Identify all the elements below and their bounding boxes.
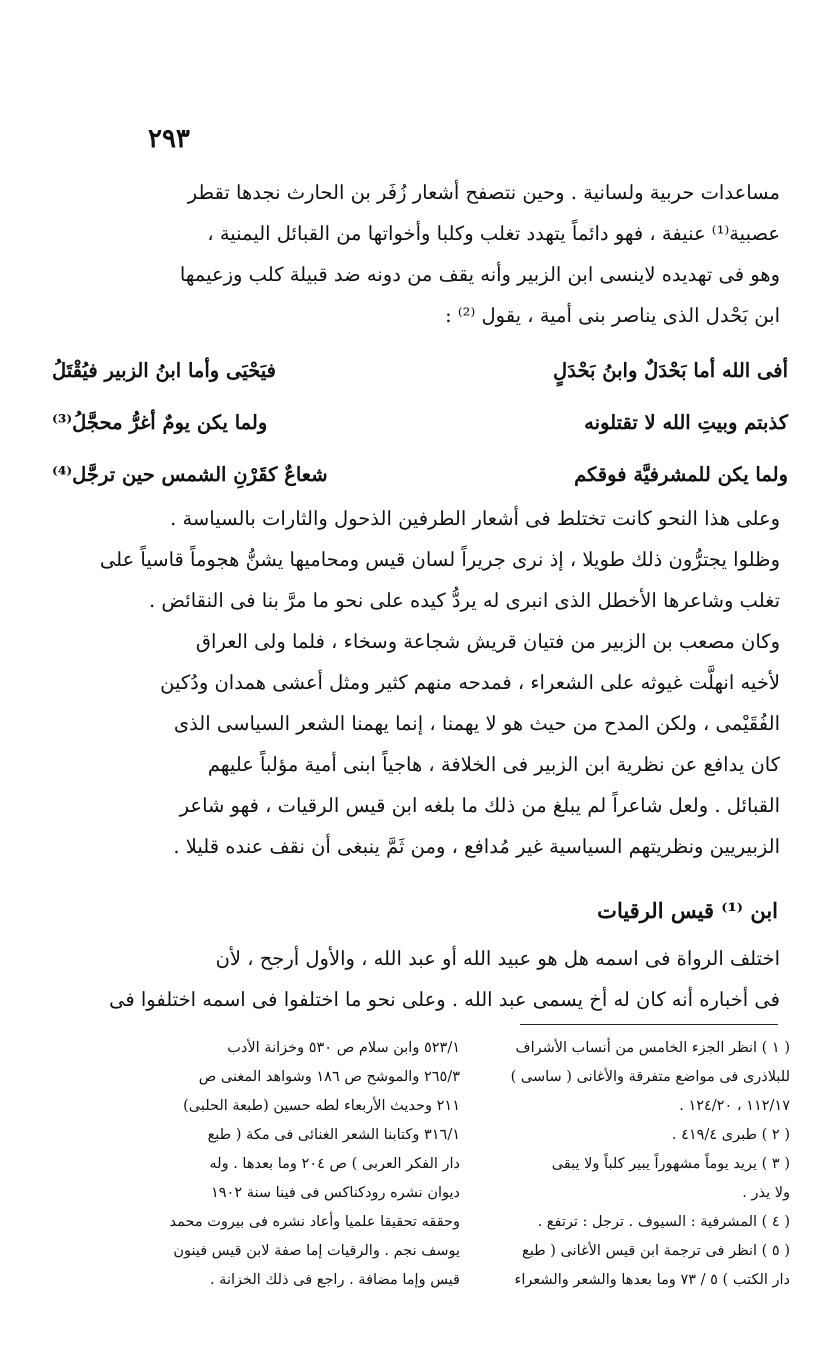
text-line: وهو فى تهديده لاينسى ابن الزبير وأنه يقف من دونه ضد قبيلة كلب وزعيمها [179, 263, 780, 286]
footnote-line: ٣١٦/١ وكتابنا الشعر الغنائى فى مكة ( طبع [207, 1127, 460, 1143]
verse-first-hemistich: كذبتم وبيتِ الله لا تقتلونه [584, 410, 788, 434]
text-line: عصبية⁽¹⁾ عنيفة ، فهو دائماً يتهدد تغلب وكلبا وأخواتها من القبائل اليمنية ، [207, 222, 780, 245]
text-line: فى أخباره أنه كان له أخ يسمى عبد الله . وعلى نحو ما اختلفوا فى اسمه اختلفوا فى [109, 988, 780, 1011]
section-heading: ابن ⁽¹⁾ قيس الرقيات [597, 898, 778, 923]
text-line: كان يدافع عن نظرية ابن الزبير فى الخلافة ، هاجياً ابنى أمية مؤلباً عليهم [207, 753, 780, 776]
text-line: الزبيريين ونظريتهم السياسية غير مُدافع ، ومن ثَمَّ ينبغى أن نقف عنده قليلا . [173, 835, 780, 858]
footnote-line: ( ٥ ) انظر فى ترجمة ابن قيس الأغانى ( طبع [522, 1243, 790, 1259]
footnote-line: ( ٣ ) يريد يوماً مشهوراً يبير كلباً ولا يبقى [551, 1156, 790, 1172]
footnote-line: ( ١ ) انظر الجزء الخامس من أنساب الأشراف [515, 1040, 790, 1056]
text-line: لأخيه انهلَّت غيوثه على الشعراء ، فمدحه منهم كثير ومثل أعشى همدان ودُكين [160, 671, 780, 694]
verse-second-hemistich: فيَحْيَى وأما ابنُ الزبير فيُقْتَلُ [52, 358, 276, 382]
footnote-line: ٢١١ وحديث الأربعاء لطه حسين (طبعة الحلبى) [183, 1098, 460, 1114]
footnote-line: دار الكتب ) ٥ / ٧٣ وما بعدها والشعر والشعراء [514, 1272, 790, 1288]
page-number: ٢٩٣ [148, 124, 190, 154]
footnote-line: دار الفكر العربى ) ص ٢٠٤ وما بعدها . وله [209, 1156, 460, 1172]
footnote-line: للبلاذرى فى مواضع متفرقة والأغانى ( ساسى ) [510, 1069, 790, 1085]
continuation-paragraphs [60, 498, 780, 867]
text-line: وظلوا يجترُّون ذلك طويلا ، إذ نرى جريراً لسان قيس ومحاميها يشنُّ هجوماً قاسياً على [99, 548, 780, 571]
footnotes-right-column [450, 1034, 790, 1295]
footnote-line: ( ٤ ) المشرفية : السيوف . ترجل : ترتفع . [537, 1214, 790, 1230]
footnote-line: ولا يذر . [742, 1185, 790, 1201]
footnotes-left-column [120, 1034, 460, 1295]
text-line: تغلب وشاعرها الأخطل الذى انبرى له يردُّ كيده على نحو ما مرَّ بنا فى النقائض . [149, 589, 780, 612]
text-line: اختلف الرواة فى اسمه هل هو عبيد الله أو عبد الله ، والأول أرجح ، لأن [215, 947, 780, 970]
footnote-line: ديوان نشره رودكناكس فى فينا سنة ١٩٠٢ [210, 1185, 460, 1201]
footnote-line: ( ٢ ) طبرى ٤١٩/٤ . [671, 1127, 790, 1143]
text-line: مساعدات حربية ولسانية . وحين نتصفح أشعار زُفَر بن الحارث نجدها تقطر [187, 181, 780, 204]
text-line: ابن بَحْدل الذى يناصر بنى أمية ، يقول ⁽²⁾ : [445, 304, 780, 327]
verse-second-hemistich: ولما يكن يومٌ أغرُّ محجَّلُ⁽³⁾ [52, 410, 268, 434]
footnote-line: يوسف نجم . والرقيات إما صفة لابن قيس فينون [173, 1243, 460, 1259]
poem-verse [52, 344, 788, 396]
poem-verse [52, 448, 788, 500]
footnote-line: قيس وإما مضافة . راجع فى ذلك الخزانة . [209, 1272, 460, 1288]
text-line: وعلى هذا النحو كانت تختلط فى أشعار الطرفين الذحول والثارات بالسياسة . [170, 507, 780, 530]
footnote-separator [520, 1024, 778, 1025]
verse-first-hemistich: ولما يكن للمشرفيَّة فوقكم [574, 462, 788, 486]
footnote-line: ٥٢٣/١ وابن سلام ص ٥٣٠ وخزانة الأدب [227, 1040, 460, 1056]
section-paragraph [60, 938, 780, 1020]
poem-verse [52, 396, 788, 448]
verse-second-hemistich: شعاعٌ كقَرْنِ الشمس حين ترجَّل⁽⁴⁾ [52, 462, 328, 486]
footnote-line: وحققه تحقيقا علميا وأعاد نشره فى بيروت محمد [169, 1214, 460, 1230]
verse-first-hemistich: أفى الله أما بَحْدَلٌ وابنُ بَحْدَلٍ [553, 358, 788, 382]
text-line: الفُقَيْمى ، ولكن المدح من حيث هو لا يهمنا ، إنما يهمنا الشعر السياسى الذى [173, 712, 780, 735]
text-line: وكان مصعب بن الزبير من فتيان قريش شجاعة وسخاء ، فلما ولى العراق [195, 630, 780, 653]
footnote-line: ١١٢/١٧ ، ١٢٤/٢٠ . [679, 1098, 790, 1114]
footnote-line: ٢٦٥/٣ والموشح ص ١٨٦ وشواهد المغنى ص [198, 1069, 460, 1085]
text-line: القبائل . ولعل شاعراً لم يبلغ من ذلك ما بلغه ابن قيس الرقيات ، فهو شاعر [179, 794, 780, 817]
intro-paragraph [60, 172, 780, 336]
poem [52, 344, 788, 500]
